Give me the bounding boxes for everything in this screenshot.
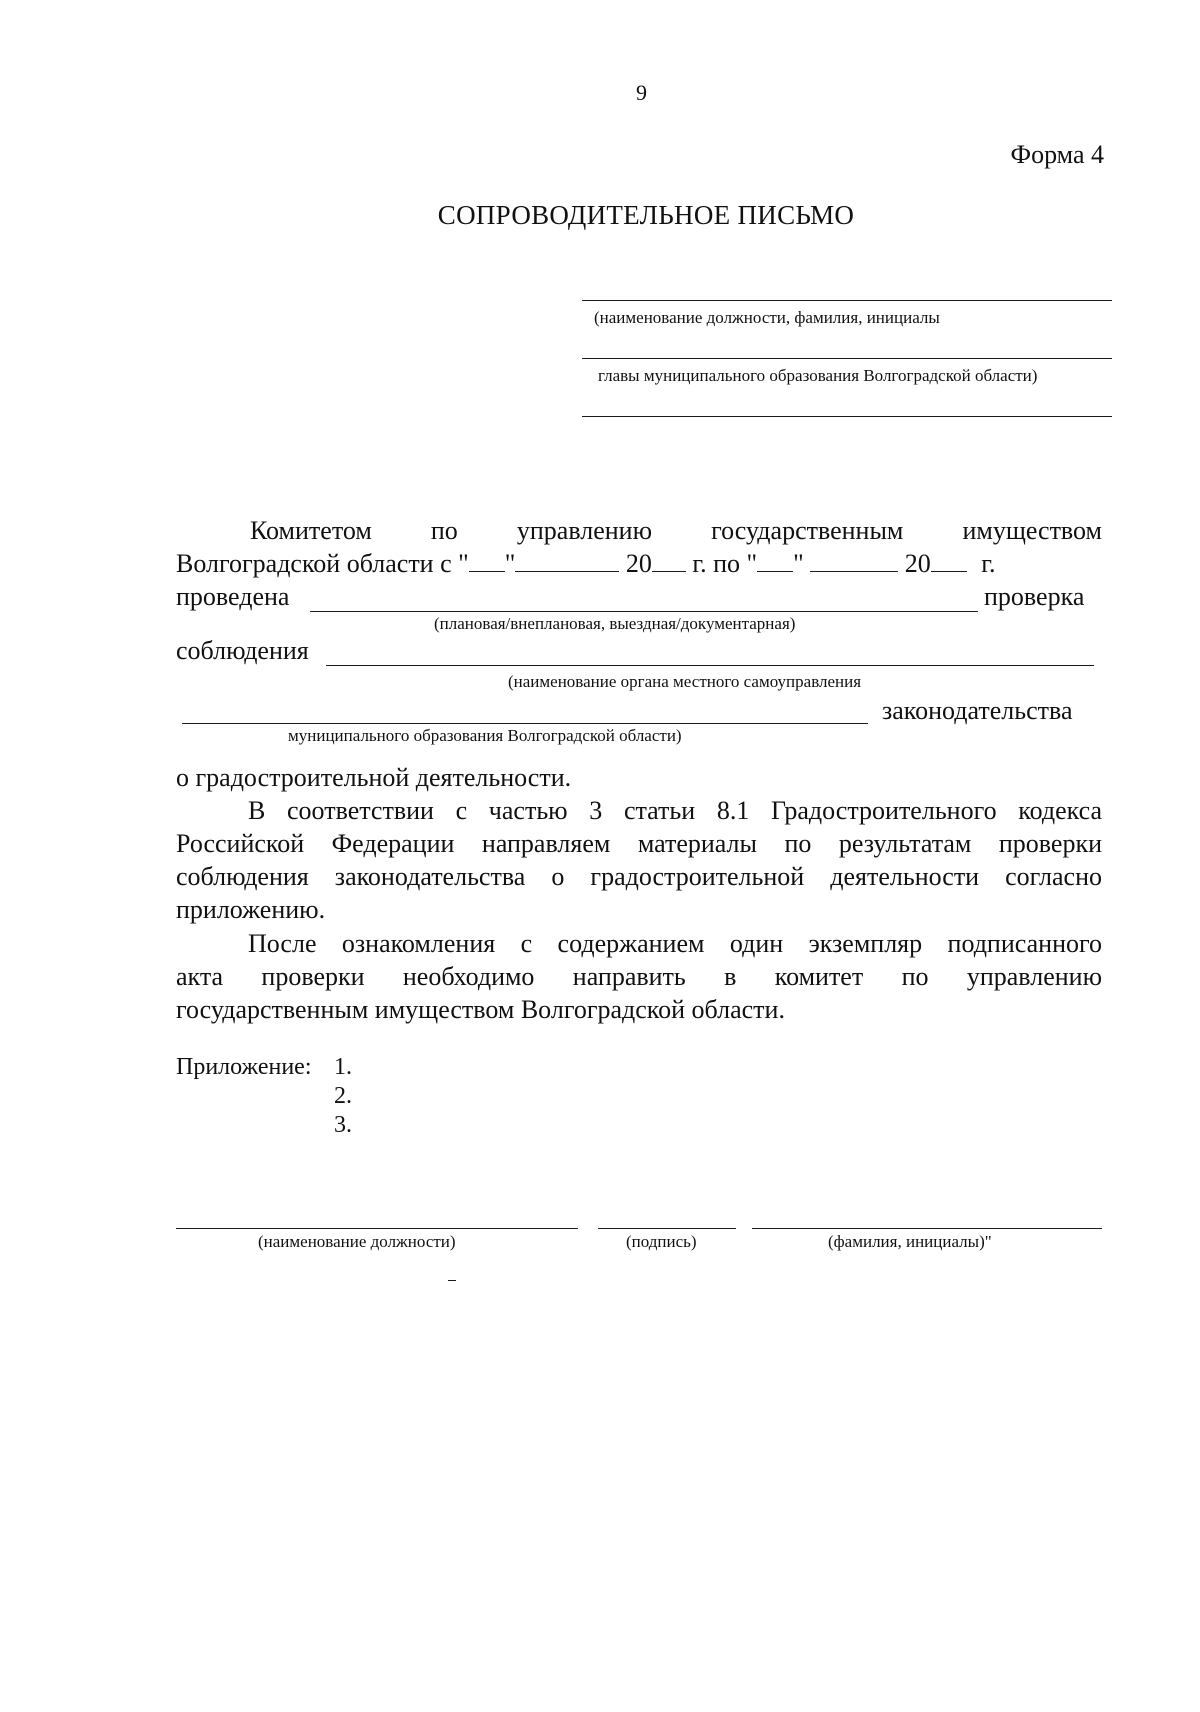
paragraph-2-line-2: акта проверки необходимо направить в комитет по управлению [176,962,1102,991]
date-to-year-prefix: 20 [904,549,931,578]
intro-line-3-prefix: проведена [176,582,290,611]
signature-line [598,1228,736,1229]
addressee-caption-1: (наименование должности, фамилия, инициалы [594,308,940,327]
intro-line-5-suffix: законодательства [882,696,1073,725]
intro-word-2: по [430,516,458,545]
attachment-item-3: 3. [334,1112,352,1138]
organ-name-caption: (наименование органа местного самоуправления [508,672,862,691]
intro-line-4-prefix: соблюдения [176,636,309,665]
attachments-label: Приложение: [176,1054,312,1080]
organ-name-line [326,665,1094,666]
date-to-month-blank[interactable] [810,549,898,572]
check-type-line [310,611,978,612]
date-from-year-prefix: 20 [625,549,652,578]
addressee-caption-2: главы муниципального образования Волгоградской области) [598,366,1038,385]
intro-line-6: о градостроительной деятельности. [176,763,572,792]
intro-line-2 [176,549,996,579]
date-to-day-blank[interactable] [757,549,793,572]
addressee-line-1 [582,300,1112,301]
date-from-quote: " [504,549,516,578]
paragraph-1-line-2: Российской Федерации направляем материалы по результатам проверки [176,829,1102,858]
municipality-line [182,723,868,724]
date-from-year-blank[interactable] [652,549,686,572]
position-caption: (наименование должности) [258,1232,456,1251]
name-signature-line [752,1228,1102,1229]
intro-word-4: государственным [711,516,904,545]
addressee-line-3 [582,416,1112,417]
intro-word-3: управлению [516,516,653,545]
page-number: 9 [636,80,647,105]
paragraph-1-line-1: В соответствии с частью 3 статьи 8.1 Градостроительного кодекса [248,796,1102,825]
paragraph-1-line-3: соблюдения законодательства о градостроительной деятельности согласно [176,862,1102,891]
attachment-item-1: 1. [334,1054,352,1080]
form-number: Форма 4 [1010,140,1104,169]
position-signature-line [176,1228,578,1229]
date-from-month-blank[interactable] [515,549,619,572]
date-to-year-blank[interactable] [931,549,967,572]
addressee-line-2 [582,358,1112,359]
date-to-prefix: г. по " [692,549,758,578]
paragraph-1-line-4: приложению. [176,895,326,924]
date-to-quote: " [793,549,804,578]
document-title: СОПРОВОДИТЕЛЬНОЕ ПИСЬМО [437,200,855,230]
scan-artifact-mark [448,1280,456,1281]
date-from-day-blank[interactable] [469,549,505,572]
intro-word-1: Комитетом [250,516,372,545]
intro-line-1 [250,516,1102,546]
check-type-caption: (плановая/внеплановая, выездная/документарная) [434,614,796,633]
paragraph-2-line-1: После ознакомления с содержанием один экземпляр подписанного [248,929,1102,958]
intro-line-3-suffix: проверка [984,582,1085,611]
date-from-prefix: Волгоградской области с " [176,549,469,578]
municipality-caption: муниципального образования Волгоградской области) [288,726,682,745]
date-to-year-suffix: г. [981,549,996,578]
name-caption: (фамилия, инициалы)" [828,1232,992,1251]
attachment-item-2: 2. [334,1083,352,1109]
signature-caption: (подпись) [626,1232,697,1251]
intro-word-5: имуществом [962,516,1102,545]
paragraph-2-line-3: государственным имуществом Волгоградской области. [176,995,785,1024]
